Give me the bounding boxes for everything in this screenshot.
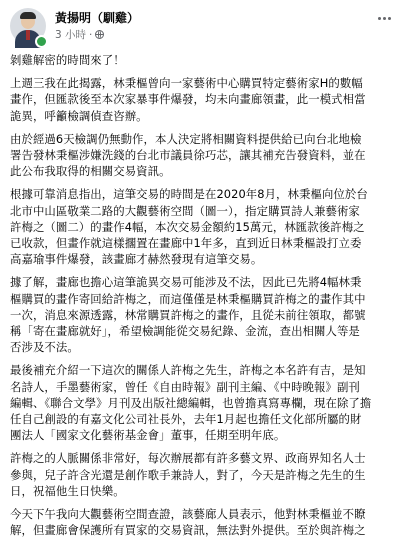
post-paragraph-5: 據了解，畫廊也擔心這筆詭異交易可能涉及不法，因此已先將4幅林秉 樞購買的畫作寄回給許梅之，而這僅僅是林秉樞購買許梅之的畫作其中 一次，消息來源透露，林常購買許梅之的畫作，且從未前往領取，都號 稱「寄在畫廊就好」，希望檢調能從交易紀錄、金流，查出相關人等是 否涉及不法。 <box>10 275 366 355</box>
more-dot-icon <box>378 17 381 20</box>
more-dot-icon <box>388 17 391 20</box>
author-name[interactable]: 黃揚明（馴雞） <box>55 11 140 25</box>
online-status-icon <box>35 35 48 48</box>
globe-icon[interactable] <box>95 30 104 39</box>
avatar-hair <box>20 12 36 19</box>
more-dot-icon <box>383 17 386 20</box>
post-paragraph-4: 根據可靠消息指出，這筆交易的時間是在2020年8月，林秉樞向位於台 北市中山區敬業二路的大觀藝術空間（圖一），指定購買詩人兼藝術家 許梅之（圖二）的畫作4幅，本次交易金額約15萬元，林匯款後許梅之 已收款，但畫作就這樣擱置在畫廊中1年多，直到近日林秉樞設打立委 高嘉瑜事件爆發，該畫廊才赫然發現有這筆交易。 <box>10 187 368 267</box>
more-options-button[interactable] <box>372 10 396 26</box>
post-paragraph-6: 最後補充介紹一下這次的關係人許梅之先生，許梅之本名許有吉，是知 名詩人，手墨藝術家，曾任《自由時報》副刊主編、《中時晚報》副刊 編輯、《聯合文學》月刊及出版社總編輯，也曾擔真寫專欄，現在除了擔 任自己創設的有嘉文化公司社長外，去年1月起也擔任文化部所屬的財 團法人「國家文化藝術基金會」董事，任期至明年底。 <box>10 363 372 443</box>
post-paragraph-3: 由於經過6天檢調仍無動作，本人決定將相關資料提供給已向台北地檢 署告發林秉樞涉嫌洗錢的台北市議員徐巧芯，讓其補充告發資料，並在 此公布我取得的相關交易資訊。 <box>10 131 366 179</box>
post-header <box>0 0 406 46</box>
post-meta <box>55 27 104 42</box>
post-paragraph-7: 許梅之的人脈關係非常好，每次辦展都有許多藝文界、政商界知名人士 參與，兒子許含光還是創作歌手兼詩人，對了，今天是許梅之先生的生 日，祝福他生日快樂。 <box>10 451 366 498</box>
post-paragraph-2: 上週三我在此揭露，林秉樞曾向一家藝術中心購買特定藝術家H的數幅 畫作，但匯款後至本次家暴事件爆發，均未向畫廊領畫，此一模式相當 詭異，呼籲檢調偵查咨辦。 <box>10 76 366 123</box>
post-body <box>10 52 398 545</box>
post-time[interactable]: 3 小時 <box>55 29 87 41</box>
meta-separator: · <box>89 28 93 41</box>
post-paragraph-1: 剝雞解密的時間來了！ <box>10 53 125 67</box>
post-paragraph-8: 今天下午我向大觀藝術空間查證，該藝廊人員表示，他對林秉樞並不瞭 解，但畫廊會保護所有買家的交易資訊，無法對外提供。至於與許梅之 <box>10 507 366 538</box>
avatar-tie <box>26 30 30 40</box>
